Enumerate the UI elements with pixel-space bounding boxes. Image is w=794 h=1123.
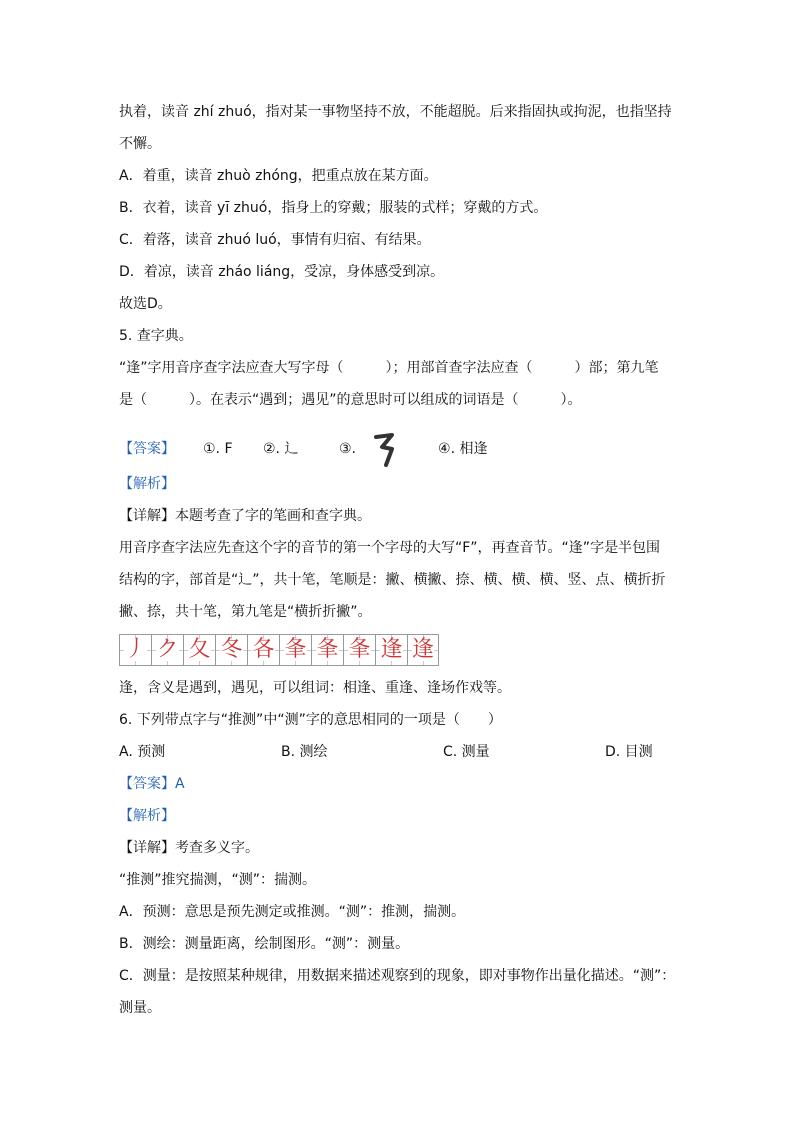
- stroke-order-strip: [119, 634, 679, 668]
- stroke-cell: 逢: [407, 634, 439, 666]
- text-line: A．预测：意思是预先测定或推测。“测”：推测，揣测。: [119, 904, 466, 920]
- text-line: 执着，读音 zhí zhuó，指对某一事物坚持不放，不能超脱。后来指固执或拘泥，也指坚持: [119, 104, 672, 120]
- stroke-cell: 丿: [119, 634, 151, 666]
- document-body: [119, 96, 679, 1024]
- question-5-answer: [119, 430, 679, 468]
- question-6-options: [119, 736, 679, 768]
- stroke-cell: 冬: [215, 634, 247, 666]
- text-line: B．测绘：测量距离，绘制图形。“测”：测量。: [119, 936, 410, 952]
- answer-4: ④. 相逢: [438, 441, 488, 457]
- text-line: 不懈。: [119, 136, 161, 152]
- text-line: 逢，含义是遇到，遇见，可以组词：相逢、重逢、逢场作戏等。: [119, 680, 511, 696]
- analysis-tag: 【解析】: [119, 808, 175, 824]
- conclusion: 故选D。: [119, 296, 172, 312]
- detail-line: 【详解】本题考查了字的笔画和查字典。: [119, 508, 371, 524]
- question-5-title: 5. 查字典。: [119, 328, 193, 344]
- text-line: “推测”推究揣测，“测”：揣测。: [119, 872, 317, 888]
- text-line: 结构的字，部首是“辶”，共十笔，笔顺是：撇、横撇、捺、横、横、横、竖、点、横折折: [119, 572, 666, 588]
- stroke-cell: ク: [151, 634, 183, 666]
- question-5-stem: “逢”字用音序查字法应查大写字母（ ）；用部首查字法应查（ ）部；第九笔: [119, 360, 659, 376]
- question-5-stem: 是（ ）。在表示“遇到；遇见”的意思时可以组成的词语是（ ）。: [119, 392, 582, 408]
- option-d: D. 目测: [605, 744, 653, 760]
- answer-3: ③.: [339, 441, 357, 457]
- option-d-explanation: D．着凉，读音 zháo liáng，受凉，身体感受到凉。: [119, 264, 445, 280]
- option-a: A. 预测: [119, 744, 166, 760]
- answer-1: ①. F: [203, 441, 233, 457]
- detail-line: 【详解】考查多义字。: [119, 840, 259, 856]
- question-6-title: 6. 下列带点字与“推测”中“测”字的意思相同的一项是（ ）: [119, 712, 502, 728]
- stroke-cell: 夆: [279, 634, 311, 666]
- option-b-explanation: B．衣着，读音 yī zhuó，指身上的穿戴；服装的式样；穿戴的方式。: [119, 200, 548, 216]
- text-line: C．测量：是按照某种规律，用数据来描述观察到的现象，即对事物作出量化描述。“测”：: [119, 968, 676, 984]
- answer-line: 【答案】A: [119, 776, 185, 792]
- stroke-cell: 各: [247, 634, 279, 666]
- stroke-cell: 夆: [343, 634, 375, 666]
- option-c-explanation: C．着落，读音 zhuó luó，事情有归宿、有结果。: [119, 232, 431, 248]
- text-line: 用音序查字法应先查这个字的音节的第一个字母的大写“F”，再查音节。“逢”字是半包围: [119, 540, 661, 556]
- stroke-cell: 夆: [311, 634, 343, 666]
- option-b: B. 测绘: [281, 744, 328, 760]
- stroke-cell: 逢: [375, 634, 407, 666]
- answer-2: ②. 辶: [263, 441, 299, 457]
- stroke-image-icon: [356, 429, 416, 469]
- text-line: 测量。: [119, 1000, 161, 1016]
- text-line: 撇、捺，共十笔，第九笔是“横折折撇”。: [119, 604, 372, 620]
- stroke-cell: 夂: [183, 634, 215, 666]
- analysis-tag: 【解析】: [119, 476, 175, 492]
- option-c: C. 测量: [443, 744, 490, 760]
- option-a-explanation: A．着重，读音 zhuò zhóng，把重点放在某方面。: [119, 168, 438, 184]
- answer-tag: 【答案】: [119, 441, 175, 457]
